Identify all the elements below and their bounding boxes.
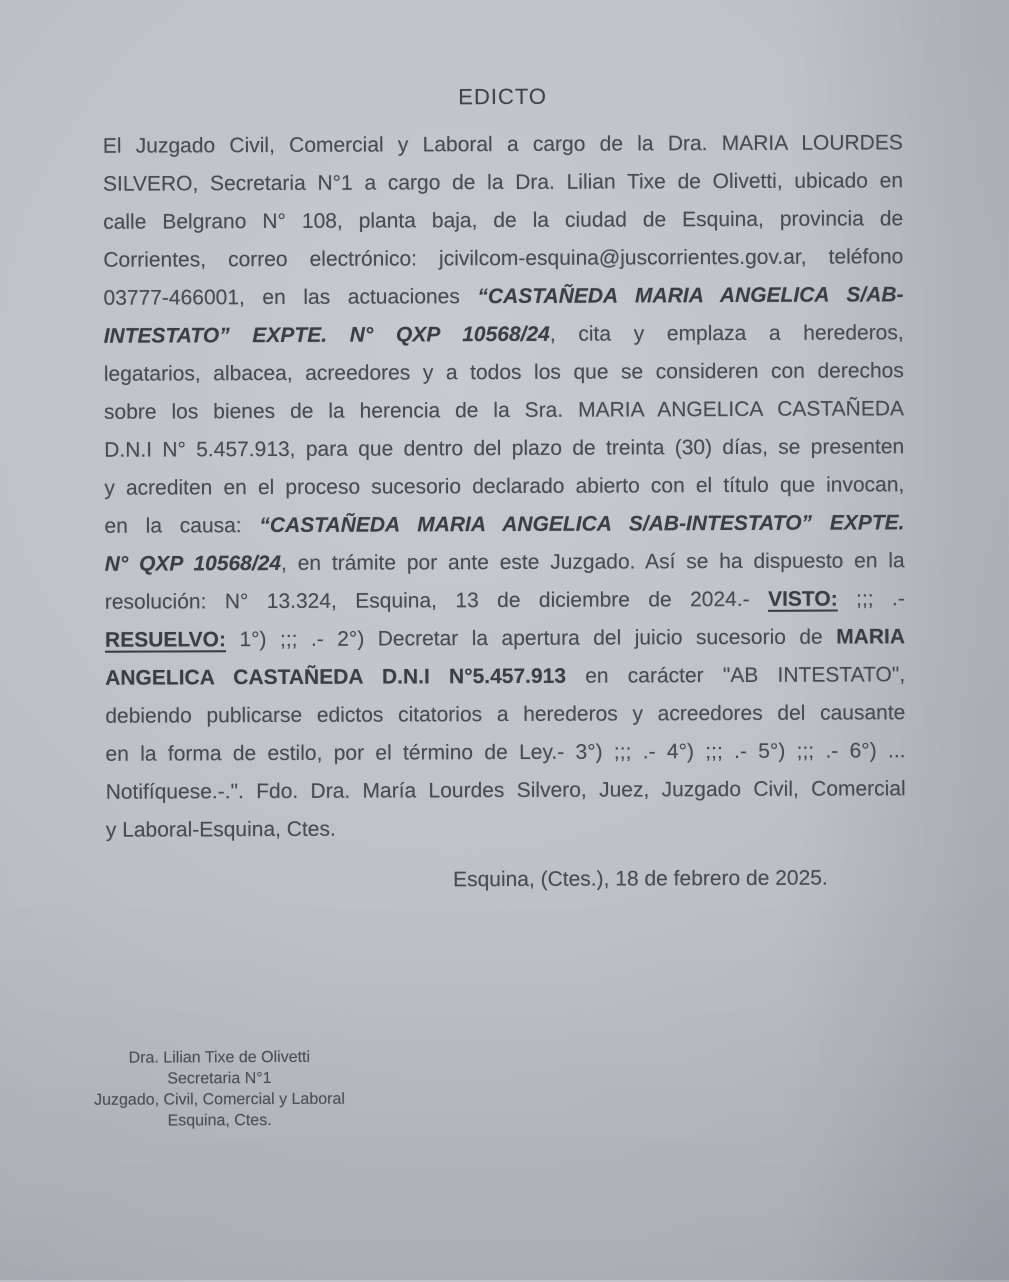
text-segment: ;;; .- bbox=[837, 587, 905, 611]
signature-line: Dra. Lilian Tixe de Olivetti bbox=[128, 1048, 311, 1067]
text-segment: Notifíquese.-.". Fdo. Dra. María Lourdes Silvero, Juez, Juzgado Civil, Comercial bbox=[105, 777, 906, 804]
text-segment: y acrediten en el proceso sucesorio declarado abierto con el título que invocan, bbox=[104, 473, 905, 500]
signature-block bbox=[87, 1047, 352, 1132]
text-segment: INTESTATO” EXPTE. N° QXP 10568/24 bbox=[103, 322, 550, 348]
document-line bbox=[104, 466, 904, 507]
text-segment: en carácter "AB INTESTATO", bbox=[565, 663, 906, 688]
date-line: Esquina, (Ctes.), 18 de febrero de 2025. bbox=[452, 866, 828, 892]
text-segment: , cita y emplaza a herederos, bbox=[549, 321, 904, 346]
text-segment: 03777-466001, en las actuaciones bbox=[103, 285, 478, 310]
text-segment: “CASTAÑEDA MARIA ANGELICA S/AB-INTESTATO” EXPTE. bbox=[259, 511, 905, 538]
signature-line: Secretaria N°1 bbox=[167, 1070, 272, 1088]
text-segment: SILVERO, Secretaria N°1 a cargo de la Dra. Lilian Tixe de Olivetti, ubicado en bbox=[102, 169, 904, 196]
text-segment: calle Belgrano N° 108, planta baja, de la ciudad de Esquina, provincia de bbox=[103, 207, 904, 234]
text-segment: legatarios, albacea, acreedores y a todos los que se consideren con derechos bbox=[103, 359, 904, 386]
text-segment: resolución: N° 13.324, Esquina, 13 de diciembre de 2024.- bbox=[104, 587, 769, 614]
document-line bbox=[105, 656, 905, 697]
document-line bbox=[104, 504, 904, 545]
document-line bbox=[103, 276, 903, 317]
text-segment: N° QXP 10568/24 bbox=[104, 551, 282, 576]
document-line bbox=[106, 808, 906, 849]
text-segment: El Juzgado Civil, Comercial y Laboral a cargo de la Dra. MARIA LOURDES bbox=[102, 131, 903, 158]
document-line bbox=[106, 770, 906, 811]
document-line bbox=[104, 390, 904, 431]
text-segment: 1°) ;;; .- 2°) Decretar la apertura del juicio sucesorio de bbox=[225, 625, 837, 652]
document-line bbox=[105, 694, 905, 735]
edict-title: EDICTO bbox=[458, 83, 548, 110]
text-segment: y Laboral-Esquina, Ctes. bbox=[105, 817, 336, 842]
edict-body bbox=[103, 124, 906, 849]
text-segment: debiendo publicarse edictos citatorios a herederos y acreedores del causante bbox=[105, 701, 906, 728]
signature-line: Juzgado, Civil, Comercial y Laboral bbox=[94, 1090, 345, 1109]
document-line bbox=[103, 200, 903, 241]
text-segment: ANGELICA CASTAÑEDA D.N.I N°5.457.913 bbox=[105, 664, 567, 690]
document-line bbox=[103, 238, 903, 279]
document-line bbox=[105, 732, 905, 773]
signature-line: Esquina, Ctes. bbox=[167, 1112, 272, 1130]
document-line bbox=[103, 124, 903, 165]
document-line bbox=[104, 314, 904, 355]
text-segment: , en trámite por ante este Juzgado. Así se ha dispuesto en la bbox=[280, 549, 905, 575]
text-segment: Corrientes, correo electrónico: jcivilcom-esquina@juscorrientes.gov.ar, teléfono bbox=[103, 245, 904, 272]
document-line bbox=[105, 542, 905, 583]
text-segment: sobre los bienes de la herencia de la Sra. MARIA ANGELICA CASTAÑEDA bbox=[103, 397, 905, 424]
document-line bbox=[105, 618, 905, 659]
document-line bbox=[105, 580, 905, 621]
text-segment: MARIA bbox=[836, 625, 906, 649]
text-segment: en la forma de estilo, por el término de Ley.- 3°) ;;; .- 4°) ;;; .- 5°) ;;; .- 6°) ... bbox=[105, 739, 906, 766]
document-line bbox=[103, 162, 903, 203]
text-segment: en la causa: bbox=[104, 514, 260, 538]
document-line bbox=[104, 352, 904, 393]
text-segment: RESUELVO: bbox=[104, 628, 227, 652]
text-segment: VISTO: bbox=[768, 587, 838, 611]
text-segment: D.N.I N° 5.457.913, para que dentro del plazo de treinta (30) días, se presenten bbox=[104, 435, 905, 462]
text-segment: “CASTAÑEDA MARIA ANGELICA S/AB- bbox=[477, 283, 904, 309]
document-line bbox=[104, 428, 904, 469]
